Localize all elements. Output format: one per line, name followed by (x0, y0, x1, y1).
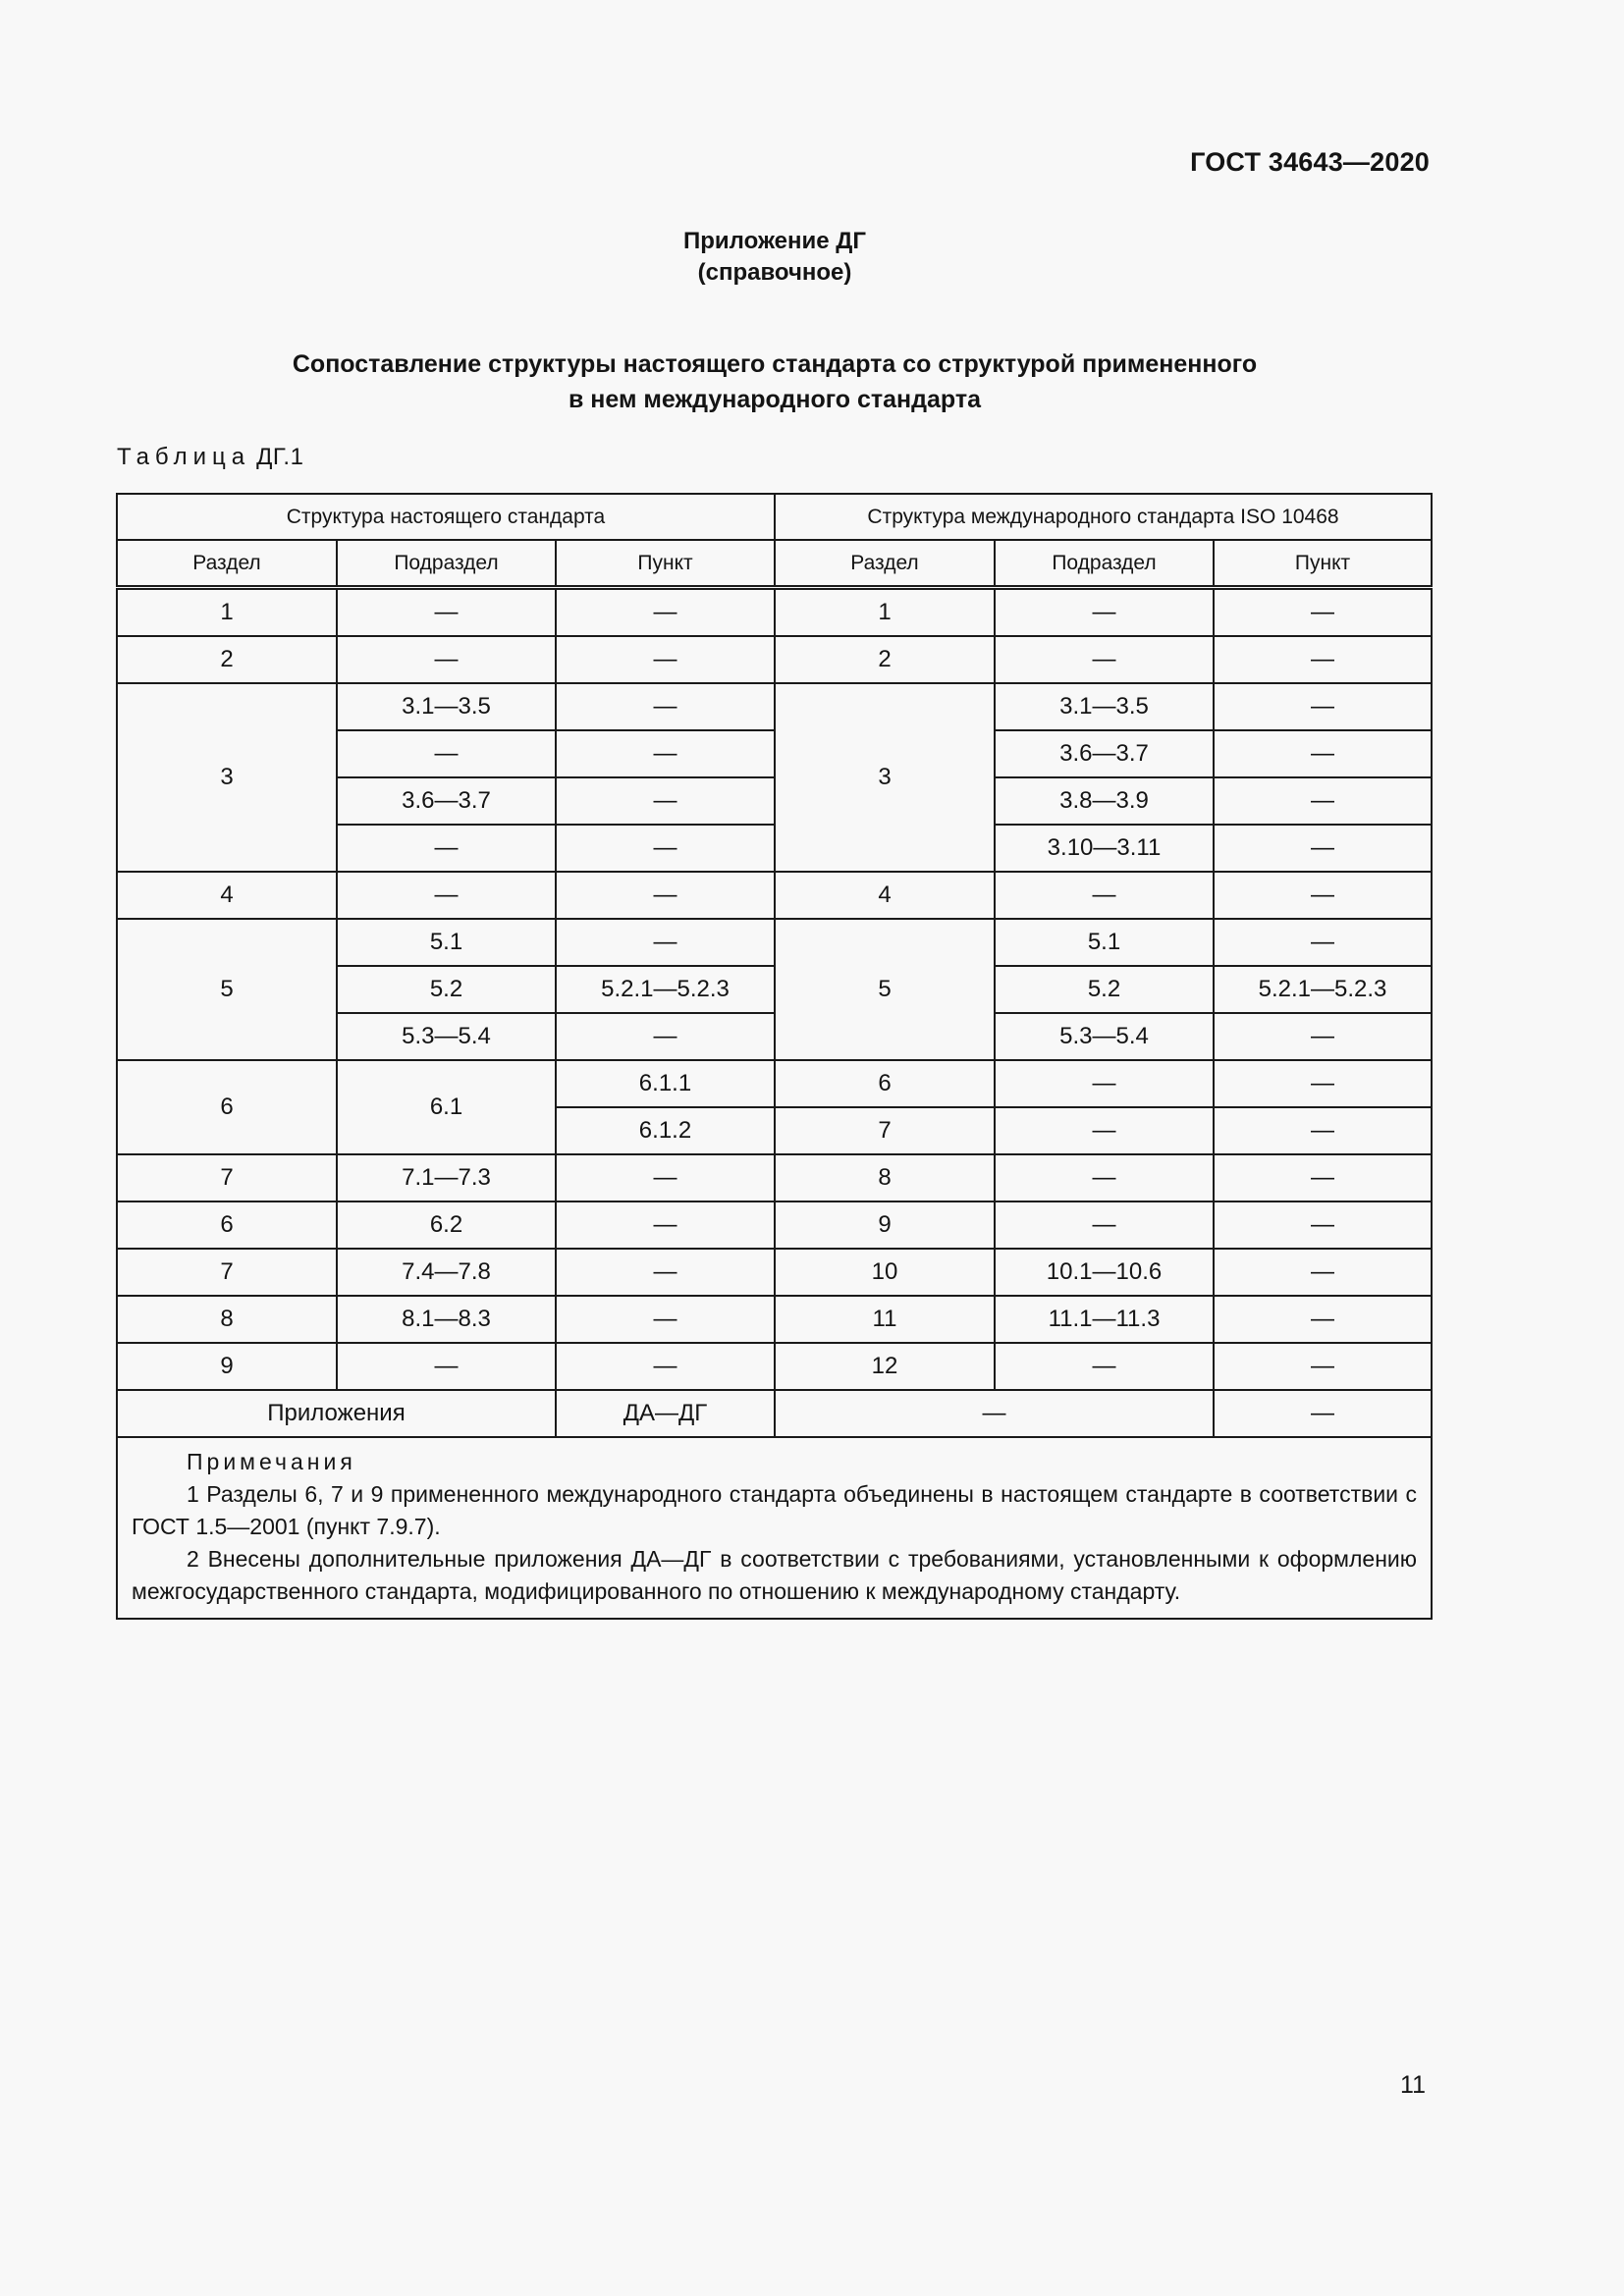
table-cell: — (556, 1296, 775, 1343)
table-cell: — (1214, 1013, 1432, 1060)
table-cell: — (556, 1013, 775, 1060)
table-cell: 1 (117, 588, 337, 637)
table-cell: — (995, 1201, 1214, 1249)
table-cell: — (1214, 730, 1432, 777)
table-row (117, 1201, 1432, 1249)
table-cell: — (337, 872, 556, 919)
table-cell: — (1214, 1107, 1432, 1154)
table-cell: 3.1—3.5 (337, 683, 556, 730)
table-cell: — (337, 825, 556, 872)
table-cell: 4 (117, 872, 337, 919)
table-cell: — (556, 683, 775, 730)
table-cell: — (1214, 777, 1432, 825)
table-cell: — (1214, 636, 1432, 683)
table-cell: 8 (775, 1154, 995, 1201)
table-cell: — (995, 872, 1214, 919)
table-cell: — (1214, 1201, 1432, 1249)
table-cell: 3 (775, 683, 995, 872)
table-cell: — (995, 636, 1214, 683)
col-header-item: Пункт (556, 540, 775, 588)
table-cell: 5.2 (337, 966, 556, 1013)
table-cell: 5.2.1—5.2.3 (556, 966, 775, 1013)
table-cell: — (1214, 1296, 1432, 1343)
table-cell: — (1214, 1343, 1432, 1390)
appendix-type: (справочное) (697, 259, 852, 286)
table-cell: — (556, 919, 775, 966)
table-cell: — (1214, 919, 1432, 966)
table-row (117, 1154, 1432, 1201)
table-cell: 5 (775, 919, 995, 1060)
structure-comparison-table (116, 493, 1433, 1620)
table-caption-id: ДГ.1 (256, 444, 304, 470)
table-cell: 5.1 (337, 919, 556, 966)
table-cell: 3.6—3.7 (995, 730, 1214, 777)
table-row (117, 1343, 1432, 1390)
table-cell: — (1214, 1154, 1432, 1201)
table-cell: — (556, 730, 775, 777)
document-code: ГОСТ 34643—2020 (1190, 147, 1430, 177)
appendix-heading (0, 226, 1549, 289)
table-cell: 11 (775, 1296, 995, 1343)
group-header-current: Структура настоящего стандарта (117, 494, 775, 540)
table-cell: — (995, 1060, 1214, 1107)
notes-heading: Примечания (187, 1449, 356, 1474)
group-header-international: Структура международного стандарта ISO 10468 (775, 494, 1432, 540)
col-header-subsection: Подраздел (337, 540, 556, 588)
table-cell: 5 (117, 919, 337, 1060)
table-cell: 3.8—3.9 (995, 777, 1214, 825)
table-cell: 3.10—3.11 (995, 825, 1214, 872)
table-cell: — (337, 588, 556, 637)
table-cell: — (1214, 588, 1432, 637)
note-1: 1 Разделы 6, 7 и 9 примененного международного стандарта объединены в настоящем стандарте в соответствии с ГОСТ 1.5—2001 (пункт 7.9.7). (132, 1481, 1418, 1539)
appendix-row-right-mid: — (775, 1390, 1214, 1437)
table-cell: — (556, 1154, 775, 1201)
notes-block (117, 1437, 1432, 1619)
table-cell: 12 (775, 1343, 995, 1390)
table-cell: 9 (775, 1201, 995, 1249)
table-row (117, 636, 1432, 683)
col-header-section: Раздел (775, 540, 995, 588)
page-title-line2: в нем международного стандарта (568, 386, 982, 413)
table-row (117, 1060, 1432, 1107)
table-cell: 6 (775, 1060, 995, 1107)
page-title (0, 347, 1549, 417)
appendix-row-right-item: — (1214, 1390, 1432, 1437)
table-cell: 2 (775, 636, 995, 683)
table-cell: 5.3—5.4 (995, 1013, 1214, 1060)
table-cell: 3.1—3.5 (995, 683, 1214, 730)
table-cell: 4 (775, 872, 995, 919)
table-cell: — (556, 872, 775, 919)
table-cell: — (556, 1201, 775, 1249)
table-cell: 1 (775, 588, 995, 637)
col-header-section: Раздел (117, 540, 337, 588)
table-cell: 6 (117, 1201, 337, 1249)
table-cell: — (337, 730, 556, 777)
table-row (117, 1249, 1432, 1296)
col-header-subsection: Подраздел (995, 540, 1214, 588)
table-cell: — (995, 1154, 1214, 1201)
table-cell: 6.1.1 (556, 1060, 775, 1107)
appendix-row-left-item: ДА—ДГ (556, 1390, 775, 1437)
notes-row (117, 1437, 1432, 1619)
table-cell: — (995, 588, 1214, 637)
appendix-row (117, 1390, 1432, 1437)
table-cell: 5.3—5.4 (337, 1013, 556, 1060)
table-cell: 6 (117, 1060, 337, 1154)
table-cell: 7 (775, 1107, 995, 1154)
table-cell: — (556, 777, 775, 825)
table-cell: — (995, 1107, 1214, 1154)
table-cell: 10.1—10.6 (995, 1249, 1214, 1296)
table-cell: 5.2 (995, 966, 1214, 1013)
table-cell: 5.1 (995, 919, 1214, 966)
page-title-line1: Сопоставление структуры настоящего стандарта со структурой примененного (292, 350, 1258, 378)
table-group-header-row (117, 494, 1432, 540)
table-cell: 7 (117, 1154, 337, 1201)
table-cell: 8 (117, 1296, 337, 1343)
appendix-label: Приложение ДГ (683, 228, 866, 254)
table-row (117, 1296, 1432, 1343)
table-cell: — (1214, 683, 1432, 730)
table-cell: — (337, 1343, 556, 1390)
table-row (117, 588, 1432, 637)
table-caption-word: Таблица (117, 444, 251, 470)
table-cell: — (556, 636, 775, 683)
table-cell: — (1214, 872, 1432, 919)
table-cell: 3.6—3.7 (337, 777, 556, 825)
appendix-row-label: Приложения (117, 1390, 556, 1437)
table-cell: — (556, 825, 775, 872)
table-row (117, 919, 1432, 966)
table-cell: 5.2.1—5.2.3 (1214, 966, 1432, 1013)
table-cell: 8.1—8.3 (337, 1296, 556, 1343)
table-cell: 10 (775, 1249, 995, 1296)
table-cell: — (556, 1249, 775, 1296)
table-cell: 3 (117, 683, 337, 872)
table-caption (117, 444, 303, 471)
table-cell: 9 (117, 1343, 337, 1390)
table-cell: 7.4—7.8 (337, 1249, 556, 1296)
table-cell: 6.1.2 (556, 1107, 775, 1154)
table-cell: 6.2 (337, 1201, 556, 1249)
table-cell: — (556, 588, 775, 637)
table-row (117, 683, 1432, 730)
table-column-header-row (117, 540, 1432, 588)
table-cell: 7.1—7.3 (337, 1154, 556, 1201)
table-cell: 6.1 (337, 1060, 556, 1154)
table-cell: — (556, 1343, 775, 1390)
col-header-item: Пункт (1214, 540, 1432, 588)
table-cell: 11.1—11.3 (995, 1296, 1214, 1343)
table-cell: 7 (117, 1249, 337, 1296)
page-number: 11 (1400, 2071, 1426, 2099)
table-cell: — (1214, 1249, 1432, 1296)
table-cell: 2 (117, 636, 337, 683)
table-cell: — (337, 636, 556, 683)
note-2: 2 Внесены дополнительные приложения ДА—ДГ в соответствии с требованиями, установленными к оформлению межгосударственного стандарта, модифицированного по отношению к международному стандарту. (132, 1546, 1418, 1604)
table-cell: — (1214, 825, 1432, 872)
table-cell: — (1214, 1060, 1432, 1107)
table-cell: — (995, 1343, 1214, 1390)
table-row (117, 872, 1432, 919)
